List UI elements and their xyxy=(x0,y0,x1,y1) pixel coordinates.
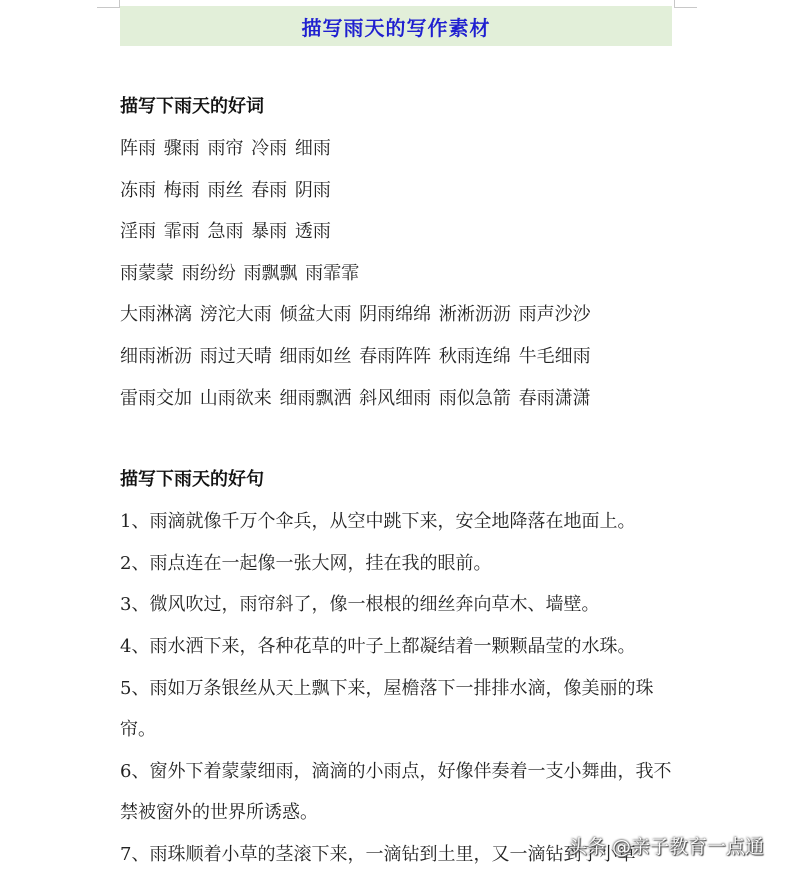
source-watermark: 头条 @亲子教育一点通 xyxy=(568,836,765,858)
sentences-section xyxy=(120,459,680,875)
word-line: 雨蒙蒙 雨纷纷 雨飘飘 雨霏霏 xyxy=(120,262,360,284)
sentence-item: 6、窗外下着蒙蒙细雨，滴滴的小雨点，好像伴奏着一支小舞曲，我不禁被窗外的世界所诱惑。 xyxy=(120,760,672,824)
words-heading: 描写下雨天的好词 xyxy=(120,96,264,117)
sentence-item: 1、雨滴就像千万个伞兵，从空中跳下来，安全地降落在地面上。 xyxy=(120,511,636,533)
word-line: 细雨淅沥 雨过天晴 细雨如丝 春雨阵阵 秋雨连绵 牛毛细雨 xyxy=(120,345,591,367)
word-line: 冻雨 梅雨 雨丝 春雨 阴雨 xyxy=(120,179,331,201)
sentences-heading: 描写下雨天的好句 xyxy=(120,469,264,491)
document-content xyxy=(120,86,680,876)
title-bar xyxy=(120,6,672,46)
word-line: 大雨淋漓 滂沱大雨 倾盆大雨 阴雨绵绵 淅淅沥沥 雨声沙沙 xyxy=(120,304,591,326)
section-spacer xyxy=(120,419,680,459)
document-title: 描写雨天的写作素材 xyxy=(301,15,491,40)
word-line: 雷雨交加 山雨欲来 细雨飘洒 斜风细雨 雨似急箭 春雨潇潇 xyxy=(120,387,591,409)
sentence-item: 7、雨珠顺着小草的茎滚下来，一滴钻到土里，又一滴钻到了小草 xyxy=(120,843,636,865)
sentence-item: 2、雨点连在一起像一张大网，挂在我的眼前。 xyxy=(120,552,492,574)
words-section xyxy=(120,86,680,419)
page-corner-mark-left xyxy=(97,0,120,8)
word-line: 阵雨 骤雨 雨帘 冷雨 细雨 xyxy=(120,138,331,159)
word-line: 淫雨 霏雨 急雨 暴雨 透雨 xyxy=(120,221,331,243)
page-corner-mark-right xyxy=(674,0,697,8)
sentence-item: 4、雨水洒下来，各种花草的叶子上都凝结着一颗颗晶莹的水珠。 xyxy=(120,635,636,657)
sentence-item: 5、雨如万条银丝从天上飘下来，屋檐落下一排排水滴，像美丽的珠帘。 xyxy=(120,677,654,741)
sentence-item: 3、微风吹过，雨帘斜了，像一根根的细丝奔向草木、墙壁。 xyxy=(120,594,600,616)
